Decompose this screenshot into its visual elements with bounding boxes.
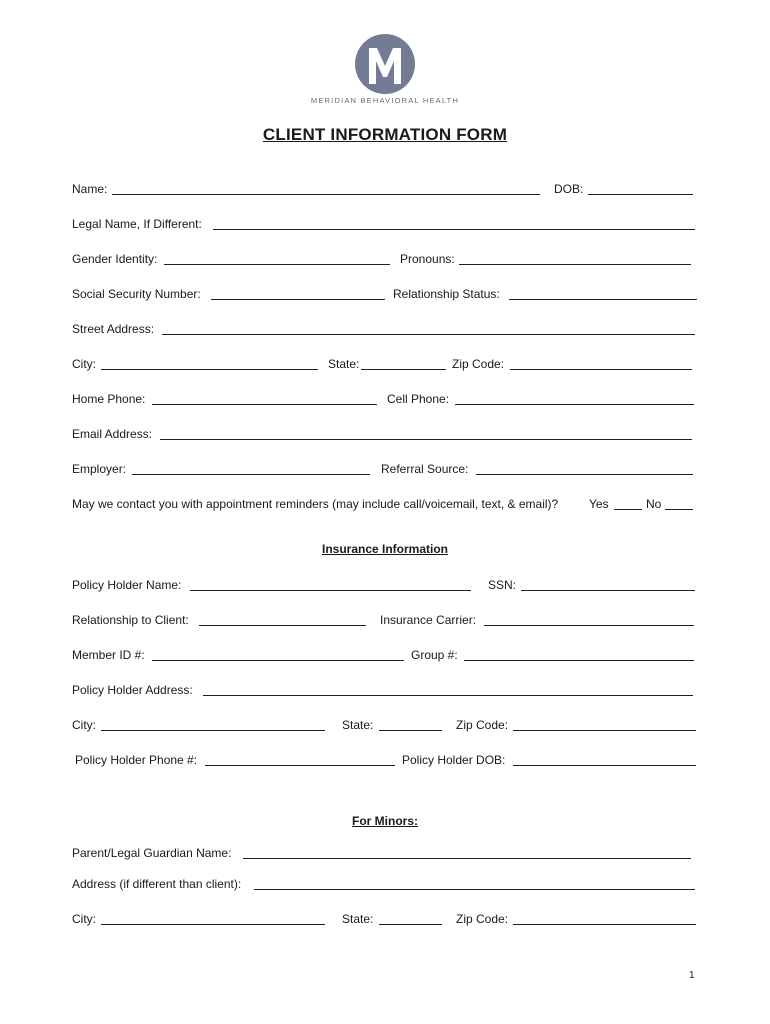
minor-zip-label: Zip Code: [456,912,509,926]
policy-holder-name-label: Policy Holder Name: [72,578,182,592]
employer-label: Employer: [72,462,127,476]
minor-city-label: City: [72,912,96,926]
form-row-minor-address [0,875,770,893]
insurance-carrier-label: Insurance Carrier: [380,613,477,627]
referral-source-field[interactable] [476,474,693,475]
email-field[interactable] [160,439,692,440]
page-number: 1 [689,970,695,981]
cell-phone-field[interactable] [455,404,694,405]
form-row-city [0,355,770,373]
brand-name: MERIDIAN BEHAVIORAL HEALTH [310,96,460,105]
email-label: Email Address: [72,427,153,441]
minor-state-label: State: [342,912,374,926]
zip-label: Zip Code: [452,357,505,371]
policy-holder-address-field[interactable] [203,695,693,696]
minors-heading: For Minors: [352,814,418,828]
dob-field[interactable] [588,194,693,195]
street-address-field[interactable] [162,334,695,335]
policy-holder-dob-field[interactable] [513,765,696,766]
legal-name-label: Legal Name, If Different: [72,217,202,231]
legal-name-field[interactable] [213,229,695,230]
minor-state-field[interactable] [379,924,442,925]
state-field[interactable] [361,369,446,370]
gender-identity-label: Gender Identity: [72,252,158,266]
minor-zip-field[interactable] [513,924,696,925]
yes-field[interactable] [614,509,642,510]
zip-field[interactable] [510,369,692,370]
gender-identity-field[interactable] [164,264,390,265]
page-title: CLIENT INFORMATION FORM [262,125,508,144]
form-row-ssn [0,285,770,303]
insurance-ssn-label: SSN: [488,578,517,592]
insurance-carrier-field[interactable] [484,625,694,626]
form-row-phones [0,390,770,408]
city-field[interactable] [101,369,318,370]
relationship-to-client-label: Relationship to Client: [72,613,189,627]
policy-holder-address-label: Policy Holder Address: [72,683,193,697]
member-id-field[interactable] [152,660,404,661]
form-row-employer [0,460,770,478]
ssn-label: Social Security Number: [72,287,201,301]
relationship-status-label: Relationship Status: [393,287,500,301]
policy-holder-phone-label: Policy Holder Phone #: [75,753,198,767]
pronouns-label: Pronouns: [400,252,455,266]
no-label: No [646,497,662,511]
policy-holder-dob-label: Policy Holder DOB: [402,753,506,767]
member-id-label: Member ID #: [72,648,145,662]
employer-field[interactable] [132,474,370,475]
insurance-city-label: City: [72,718,96,732]
group-label: Group #: [411,648,458,662]
referral-source-label: Referral Source: [381,462,469,476]
insurance-ssn-field[interactable] [521,590,695,591]
insurance-zip-field[interactable] [513,730,696,731]
dob-label: DOB: [554,182,584,196]
form-row-legal-name [0,215,770,233]
form-row-street [0,320,770,338]
insurance-zip-label: Zip Code: [456,718,509,732]
name-label: Name: [72,182,108,196]
cell-phone-label: Cell Phone: [387,392,450,406]
relationship-status-field[interactable] [509,299,697,300]
guardian-name-label: Parent/Legal Guardian Name: [72,846,232,860]
form-row-policy-holder [0,576,770,594]
form-row-relationship-carrier [0,611,770,629]
form-row-minor-city [0,910,770,928]
form-row-gender [0,250,770,268]
form-row-name [0,180,770,198]
policy-holder-name-field[interactable] [190,590,471,591]
form-row-guardian [0,844,770,862]
street-address-label: Street Address: [72,322,155,336]
minor-city-field[interactable] [101,924,325,925]
reminders-question: May we contact you with appointment reminders (may include call/voicemail, text, & email)? [72,497,559,511]
logo [0,34,770,106]
form-row-policy-address [0,681,770,699]
meridian-logo-icon [355,34,415,94]
policy-holder-phone-field[interactable] [205,765,395,766]
home-phone-label: Home Phone: [72,392,146,406]
no-field[interactable] [665,509,693,510]
form-row-member-id [0,646,770,664]
insurance-heading: Insurance Information [321,542,449,556]
state-label: State: [328,357,360,371]
insurance-state-field[interactable] [379,730,442,731]
city-label: City: [72,357,96,371]
form-row-reminders [0,495,770,513]
name-field[interactable] [112,194,540,195]
ssn-field[interactable] [211,299,385,300]
relationship-to-client-field[interactable] [199,625,366,626]
minor-address-field[interactable] [254,889,695,890]
form-row-email [0,425,770,443]
guardian-name-field[interactable] [243,858,691,859]
form-row-policy-phone [0,751,770,769]
group-field[interactable] [464,660,694,661]
yes-label: Yes [589,497,609,511]
insurance-city-field[interactable] [101,730,325,731]
insurance-state-label: State: [342,718,374,732]
home-phone-field[interactable] [152,404,377,405]
minor-address-label: Address (if different than client): [72,877,242,891]
form-row-insurance-city [0,716,770,734]
pronouns-field[interactable] [459,264,691,265]
